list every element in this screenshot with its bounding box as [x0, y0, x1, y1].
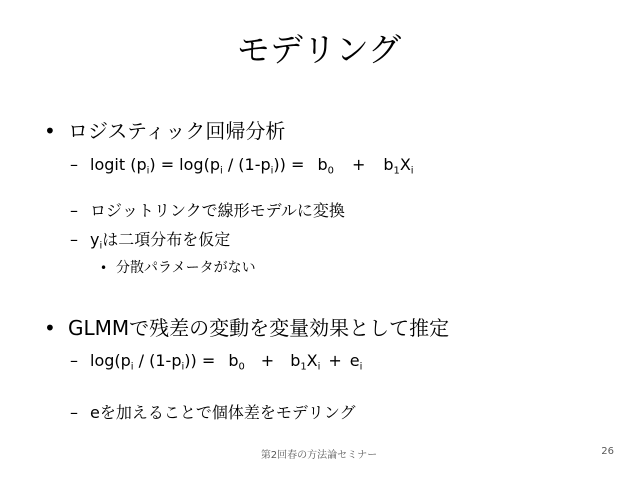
dash-icon: –: [70, 230, 78, 249]
formula-subscript: i: [359, 361, 363, 373]
slide-footer: 第2回春の方法論セミナー: [260, 450, 378, 461]
formula-part: )) =: [184, 351, 221, 370]
formula-part: +: [260, 351, 275, 370]
bullet-dot-icon: •: [44, 119, 56, 143]
bullet-dot-icon: •: [100, 261, 108, 275]
formula-part: +: [351, 155, 366, 174]
formula-part: b: [383, 155, 394, 174]
bullet-logistic-regression: [44, 118, 285, 144]
bullet-text: ロジスティック回帰分析: [68, 119, 286, 143]
formula-subscript: i: [181, 361, 185, 373]
formula-part: X: [399, 155, 411, 174]
bullet-dot-icon: •: [44, 316, 56, 340]
binomial-item: [70, 229, 230, 251]
formula-subscript: i: [99, 240, 103, 252]
formula-part: )) =: [273, 155, 310, 174]
page-number: 26: [601, 446, 614, 457]
item-text: は二項分布を仮定: [102, 230, 231, 249]
formula-part: b: [228, 351, 239, 370]
formula-part: b: [317, 155, 328, 174]
item-text: eを加えることで個体差をモデリング: [90, 403, 356, 422]
formula-part: logit (p: [90, 155, 147, 174]
logit-link-item: [70, 200, 345, 222]
formula-part: X: [306, 351, 318, 370]
formula-part: +: [328, 351, 342, 370]
formula-part: ) = log(p: [149, 155, 220, 174]
slide-title: モデリング: [236, 30, 402, 69]
no-dispersion-item: [100, 258, 256, 278]
bullet-glmm: [44, 315, 449, 341]
formula-subscript: 1: [393, 165, 400, 177]
formula-subscript: 0: [238, 361, 245, 373]
formula-part: log(p: [90, 351, 131, 370]
formula-part: b: [290, 351, 301, 370]
item-text: y: [90, 230, 100, 249]
item-text: 分散パラメータがない: [116, 260, 256, 276]
dash-icon: –: [70, 351, 78, 370]
formula-part: / (1-p: [222, 155, 271, 174]
formula-subscript: 1: [300, 361, 307, 373]
dash-icon: –: [70, 403, 78, 422]
glmm-formula: [70, 350, 362, 372]
item-text: ロジットリンクで線形モデルに変換: [90, 201, 345, 220]
dash-icon: –: [70, 201, 78, 220]
formula-subscript: i: [146, 165, 150, 177]
formula-subscript: i: [130, 361, 134, 373]
dash-icon: –: [70, 155, 78, 174]
formula-subscript: i: [270, 165, 274, 177]
individual-difference-item: [70, 402, 356, 424]
formula-part: e: [349, 351, 360, 370]
formula-part: / (1-p: [133, 351, 182, 370]
formula-subscript: i: [219, 165, 223, 177]
formula-subscript: 0: [327, 165, 334, 177]
bullet-text: GLMMで残差の変動を変量効果として推定: [68, 316, 450, 340]
formula-subscript: i: [410, 165, 414, 177]
logit-formula: [70, 154, 414, 176]
formula-subscript: i: [317, 361, 321, 373]
